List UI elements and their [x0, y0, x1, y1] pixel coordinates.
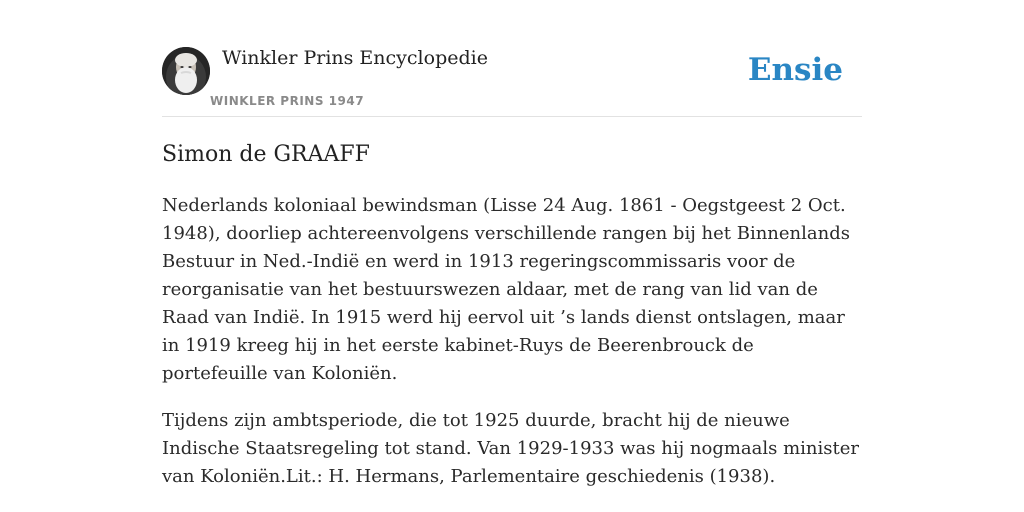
article-paragraph: Tijdens zijn ambtsperiode, die tot 1925 duurde, bracht hij de nieuwe Indische Staatsregeling tot stand. Van 1929-1933 was hij nogmaals minister van Koloniën.Lit.: H. Hermans, Parlementaire geschiedenis (1938). [162, 410, 859, 487]
article-body [162, 192, 862, 510]
site-header [162, 45, 862, 117]
avatar-image [162, 47, 210, 95]
source-label[interactable]: WINKLER PRINS 1947 [210, 94, 365, 108]
site-title[interactable]: Winkler Prins Encyclopedie [222, 47, 488, 69]
article-title: Simon de GRAAFF [162, 142, 370, 167]
brand-logo[interactable]: Ensie [747, 52, 843, 88]
bearded-portrait-icon[interactable] [162, 47, 210, 95]
article-paragraph: Nederlands koloniaal bewindsman (Lisse 24 Aug. 1861 - Oegstgeest 2 Oct. 1948), doorliep achtereenvolgens verschillende rangen bij het Binnenlands Bestuur in Ned.-Indië en werd in 1913 regeringscommissaris voor de reorganisatie van het bestuurswezen aldaar, met de rang van lid van de Raad van Indië. In 1915 werd hij eervol uit ’s lands dienst ontslagen, maar in 1919 kreeg hij in het eerste kabinet-Ruys de Beerenbrouck de portefeuille van Koloniën. [162, 195, 850, 384]
